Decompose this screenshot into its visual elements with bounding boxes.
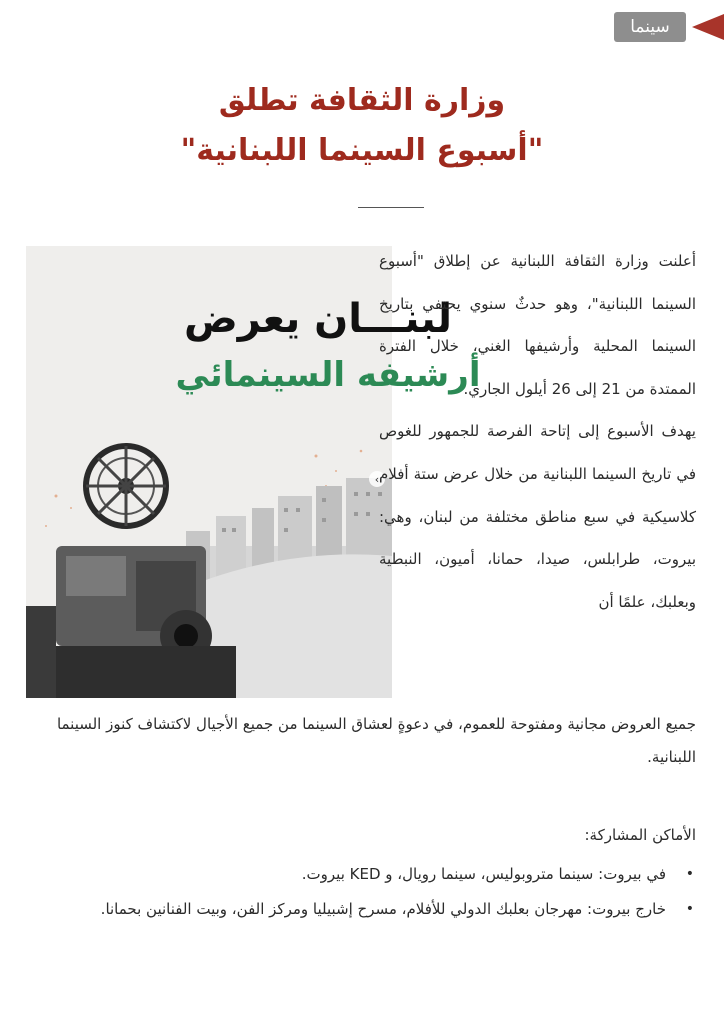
category-tag[interactable] [609,12,724,42]
title-line-2: "أسبوع السينما اللبنانية" [180,133,544,168]
places-list [28,857,696,927]
title-divider [358,207,424,208]
bullet-icon: • [685,901,694,917]
poster-artwork [26,246,481,698]
article-paragraph-2-continued: جميع العروض مجانية ومفتوحة للعموم، في دعوةٍ لعشاق السينما من جميع الأجيال لاكتشاف كنوز السينما اللبنانية. [56,715,696,766]
poster-heading: لبنـــان يعرض [183,296,453,342]
article-paragraph-2: يهدف الأسبوع إلى إتاحة الفرصة للجمهور للغوص في تاريخ السينما اللبنانية من خلال عرض ستة أفلام كلاسيكية في سبع مناطق مختلفة من لبنان، وهي: بيروت، طرابلس، صيدا، حمانا، أميون، النبطية وبعلبك، علمًا أن [379,422,696,611]
title-line-1: وزارة الثقافة تطلق [218,83,506,118]
poster-image [26,246,481,698]
list-item-text: في بيروت: سينما متروبوليس، سينما رويال، و KED بيروت. [301,865,666,883]
poster-subheading: أرشيفه السينمائي [175,355,481,395]
list-item [28,892,696,927]
list-item [28,857,696,892]
article-paragraph-1: أعلنت وزارة الثقافة اللبنانية عن إطلاق "أسبوع السينما اللبنانية"، وهو حدثٌ سنوي يحتفي بتاريخ السينما المحلية وأرشيفها الغني، خلال الفترة الممتدة من 21 إلى 26 أيلول الجاري. [379,252,696,398]
list-item-text: خارج بيروت: مهرجان بعلبك الدولي للأفلام، مسرح إشبيليا ومركز الفن، وبيت الفنانين بحمانا. [100,900,666,918]
category-label[interactable]: سينما [614,12,686,42]
arrow-left-icon [690,12,724,42]
bullet-icon: • [685,866,694,882]
page-title [0,76,724,176]
article-body-side [379,240,696,623]
places-heading: الأماكن المشاركة: [584,826,696,844]
chevron-left-icon: ‹ [374,473,380,486]
